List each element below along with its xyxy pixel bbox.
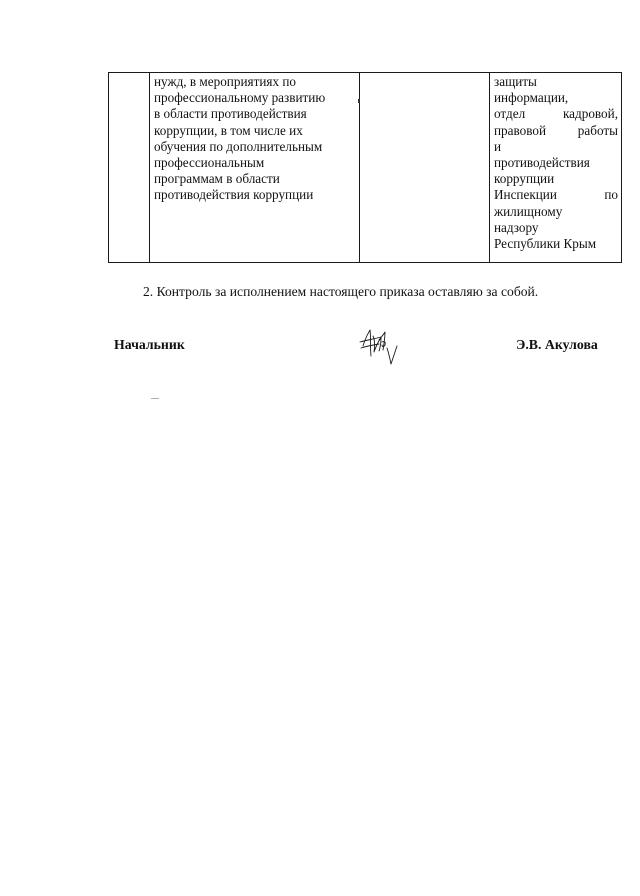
responsible-word: работы [577, 122, 618, 138]
responsible-line: надзору [494, 219, 539, 235]
measure-line: в области противодействия [154, 106, 307, 122]
measures-table [108, 72, 622, 263]
measure-line: профессиональному развитию [154, 90, 326, 106]
scan-mark [358, 99, 360, 103]
table-cell-responsible [490, 73, 622, 263]
responsible-line [494, 187, 618, 203]
table-cell-term [360, 73, 490, 263]
responsible-word: отдел [494, 106, 526, 122]
table-cell-number [109, 73, 150, 263]
signature-title: Начальник [114, 337, 185, 352]
responsible-line: коррупции [494, 171, 555, 187]
measure-line: противодействия коррупции [154, 187, 314, 203]
measure-text [154, 74, 356, 204]
responsible-line: информации, [494, 90, 569, 106]
responsible-line: защиты [494, 74, 537, 89]
measure-line: программам в области [154, 171, 280, 187]
responsible-word: кадровой, [562, 106, 618, 122]
responsible-line: Республики Крым [494, 236, 597, 252]
responsible-text [494, 74, 618, 252]
handwritten-signature [357, 326, 401, 368]
scan-artifact [151, 398, 159, 399]
responsible-line [494, 106, 618, 122]
measure-line: коррупции, в том числе их [154, 122, 303, 138]
measure-line: нужд, в мероприятиях по [154, 74, 297, 89]
responsible-line [494, 123, 618, 139]
responsible-line: противодействия [494, 155, 590, 171]
responsible-word: правовой [494, 122, 547, 138]
paragraph-control: 2. Контроль за исполнением настоящего приказа оставляю за собой. [143, 284, 539, 299]
table-row [109, 73, 622, 263]
measure-line: обучения по дополнительным [154, 138, 323, 154]
responsible-word: по [604, 187, 618, 203]
responsible-word: Инспекции [494, 187, 557, 203]
responsible-line: жилищному [494, 203, 563, 219]
responsible-line: и [494, 138, 502, 154]
table-cell-measure [150, 73, 360, 263]
measure-line: профессиональным [154, 155, 265, 171]
signature-name: Э.В. Акулова [516, 337, 598, 352]
